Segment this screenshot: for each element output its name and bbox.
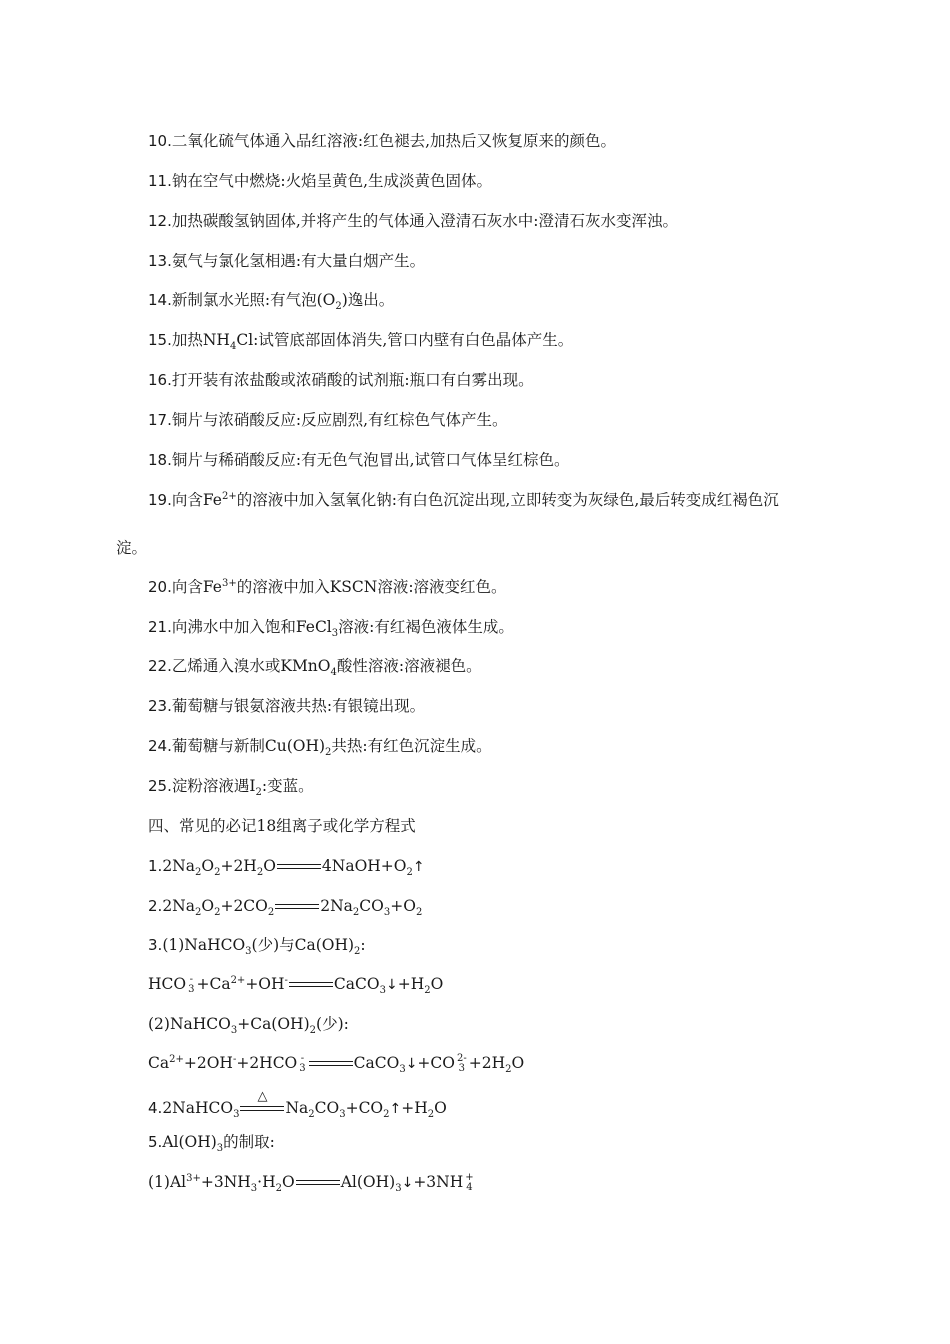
section-title: 四、常见的必记18组离子或化学方程式 — [148, 817, 416, 835]
item-23: 23.葡萄糖与银氨溶液共热:有银镜出现。 — [148, 697, 426, 715]
item-24: 24.葡萄糖与新制$Cu(OH)_2$共热:有红色沉淀生成。 — [148, 737, 492, 759]
equals-sign — [289, 979, 333, 991]
item-18: 18.铜片与稀硝酸反应:有无色气泡冒出,试管口气体呈红棕色。 — [148, 451, 570, 469]
equals-sign — [277, 861, 321, 873]
down-arrow-icon: ↓ — [401, 1175, 414, 1191]
item-11: 11.钠在空气中燃烧:火焰呈黄色,生成淡黄色固体。 — [148, 172, 493, 190]
equation-3-title: 3.(1)NaHCO$_3$(少)与$Ca(OH)_2$: — [148, 936, 366, 958]
down-arrow-icon: ↓ — [385, 977, 398, 993]
item-19-continued: 淀。 — [116, 539, 148, 557]
equation-3-2-title: $(2)NaHCO_3+Ca(OH)_2$(少): — [148, 1015, 349, 1037]
equation-3-1: HCO - 3 $+Ca^{2+}+OH^-$ $CaCO_3↓+H_2O$ — [148, 974, 444, 997]
equation-3-2: $Ca^{2+}+2OH^-+2HCO$ - 3 CaCO$_3$↓+CO 2- 3 $+2H_2O$ — [148, 1053, 525, 1076]
item-15: 15.加热$NH_4Cl$:试管底部固体消失,管口内壁有白色晶体产生。 — [148, 331, 574, 353]
item-12: 12.加热碳酸氢钠固体,并将产生的气体通入澄清石灰水中:澄清石灰水变浑浊。 — [148, 212, 679, 230]
equation-1: $1.2Na_2O_2+2H_2O$ $4NaOH+O_2↑$ — [148, 857, 425, 879]
item-20: 20.向含$Fe^{3+}$的溶液中加入KSCN溶液:溶液变红色。 — [148, 577, 507, 596]
up-arrow-icon: ↑ — [412, 859, 425, 875]
heat-icon: △ — [257, 1089, 268, 1104]
equals-sign — [309, 1058, 353, 1070]
item-14: 14.新制氯水光照:有气泡$(O_2)$逸出。 — [148, 291, 395, 313]
equals-sign — [296, 1177, 340, 1189]
equation-5-1: $(1)Al^{3+}+3NH_3\cdot H_2O$ $Al(OH)_3↓+3NH$ + 4 — [148, 1172, 474, 1195]
equals-sign-heat — [240, 1089, 284, 1115]
item-25: 25.淀粉溶液遇$I_2$:变蓝。 — [148, 777, 314, 799]
down-arrow-icon: ↓ — [405, 1056, 418, 1072]
equation-2: $2.2Na_2O_2+2CO_2$ $2Na_2CO_3+O_2$ — [148, 897, 423, 919]
item-21: 21.向沸水中加入饱和FeCl$_3$溶液:有红褐色液体生成。 — [148, 618, 514, 640]
equals-sign — [275, 901, 319, 913]
equation-4: 4.2NaHCO$_3$ △ $Na_2CO_3+CO_2↑+H_2O$ — [148, 1089, 447, 1121]
item-22: 22.乙烯通入溴水或KMnO$_4$酸性溶液:溶液褪色。 — [148, 657, 482, 679]
item-19: 19.向含$Fe^{2+}$的溶液中加入氢氧化钠:有白色沉淀出现,立即转变为灰绿色,最后转变成红褐色沉 — [148, 490, 779, 509]
item-17: 17.铜片与浓硝酸反应:反应剧烈,有红棕色气体产生。 — [148, 411, 508, 429]
up-arrow-icon: ↑ — [389, 1101, 402, 1117]
item-13: 13.氨气与氯化氢相遇:有大量白烟产生。 — [148, 252, 426, 270]
equation-5-title: $5.Al(OH)_3$的制取: — [148, 1133, 275, 1155]
item-16: 16.打开装有浓盐酸或浓硝酸的试剂瓶:瓶口有白雾出现。 — [148, 371, 534, 389]
item-10: 10.二氧化硫气体通入品红溶液:红色褪去,加热后又恢复原来的颜色。 — [148, 132, 617, 150]
